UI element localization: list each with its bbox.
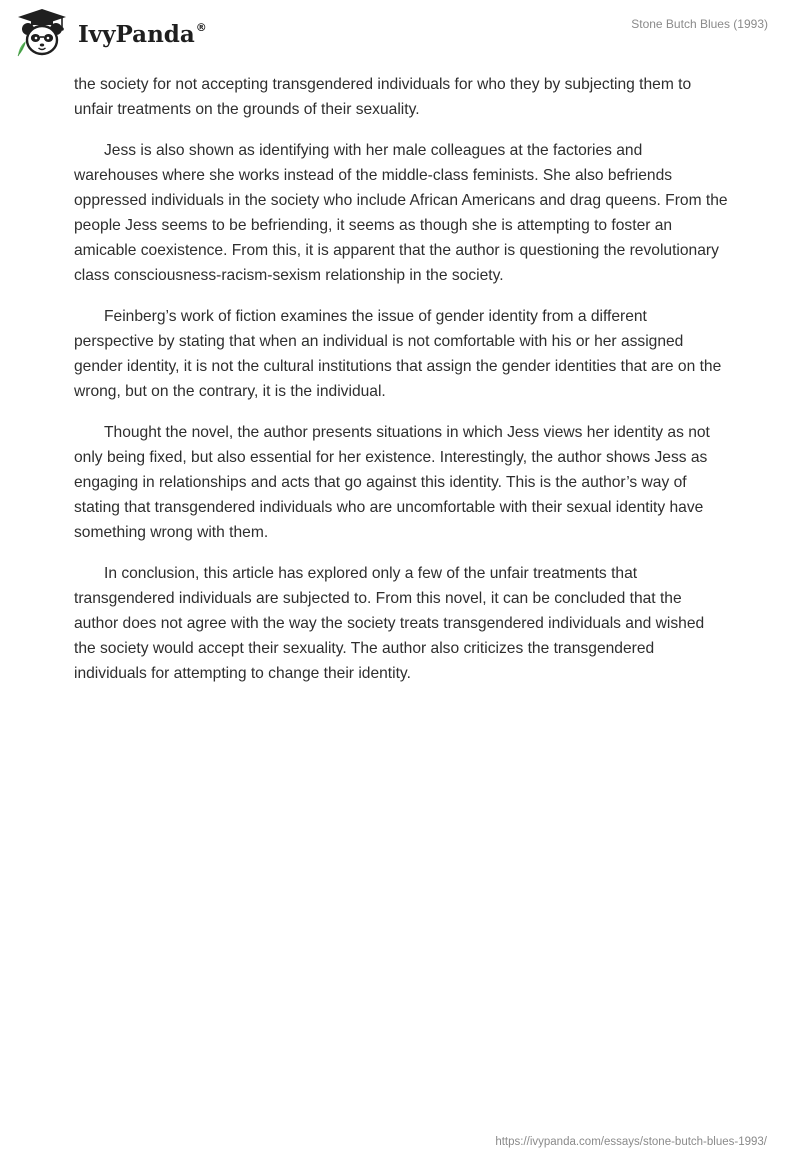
brand-name-text: IvyPanda bbox=[78, 20, 195, 48]
source-url[interactable]: https://ivypanda.com/essays/stone-butch-blues-1993/ bbox=[495, 1136, 767, 1148]
paragraph: the society for not accepting transgendered individuals for who they by subjecting them to unfair treatments on the grounds of their sexuality. bbox=[74, 76, 692, 118]
document-title: Stone Butch Blues (1993) bbox=[631, 17, 768, 31]
paragraph: In conclusion, this article has explored only a few of the unfair treatments that transgendered individuals are subjected to. From this novel, it can be concluded that the author does not agree with the way the society treats transgendered individuals and wished the society would accept their sexuality. The author also criticizes the transgendered individuals for attempting to change their identity. bbox=[74, 565, 705, 682]
brand-logo[interactable] bbox=[14, 8, 207, 58]
paragraph: Thought the novel, the author presents situations in which Jess views her identity as not only being fixed, but also essential for her existence. Interestingly, the author shows Jess as engaging in relationships and acts that go against this identity. This is the author’s way of stating that transgendered individuals who are uncomfortable with their sexual identity have something wrong with them. bbox=[74, 424, 710, 541]
page-header bbox=[0, 0, 800, 70]
brand-name bbox=[78, 21, 207, 48]
paragraph: Feinberg’s work of fiction examines the issue of gender identity from a different perspective by stating that when an individual is not comfortable with his or her assigned gender identity, it is not the cultural institutions that assign the gender identities that are on the wrong, but on the contrary, it is the individual. bbox=[74, 308, 722, 400]
paragraph: Jess is also shown as identifying with her male colleagues at the factories and warehouses where she works instead of the middle-class feminists. She also befriends oppressed individuals in the society who include African Americans and drag queens. From the people Jess seems to be befriending, it seems as though she is attempting to foster an amicable coexistence. From this, it is apparent that the author is questioning the revolutionary class consciousness-racism-sexism relationship in the society. bbox=[74, 142, 728, 284]
panda-graduate-icon bbox=[14, 8, 70, 58]
registered-mark: ® bbox=[195, 20, 207, 34]
essay-body bbox=[74, 72, 730, 702]
